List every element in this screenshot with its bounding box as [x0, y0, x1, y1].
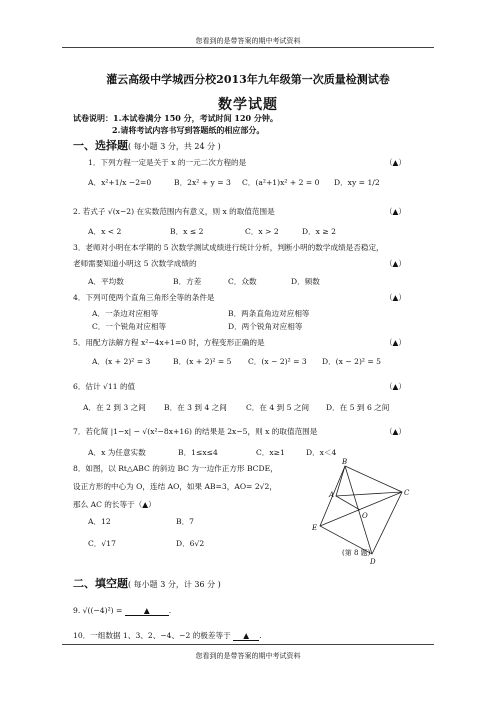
q6-option-a: A．在 2 到 3 之间: [83, 403, 146, 412]
footer-rule: [62, 644, 434, 645]
q3-option-c: C．众数: [228, 277, 257, 286]
q8-option-a: A．12: [88, 517, 111, 526]
exam-title: 灌云高级中学城西分校2013年九年级第一次质量检测试卷: [106, 73, 390, 86]
section-choice-title: 一、选择题: [73, 139, 128, 152]
section-choice-heading: [73, 137, 221, 153]
q6-option-d: D．在 5 到 6 之间: [326, 403, 390, 412]
q8-option-d: D．6√2: [176, 539, 205, 548]
q4-answer-mark: （▲）: [384, 293, 406, 302]
page-header: 您看到的是带答案的期中考试资料: [195, 37, 301, 45]
q9-end: .: [168, 606, 172, 615]
label-c: C: [404, 489, 410, 497]
q4-option-d: D．两个锐角对应相等: [228, 322, 303, 331]
q3-option-b: B．方差: [173, 277, 202, 286]
label-o: O: [362, 512, 368, 520]
q8-stem-line-1: 8．如图，以 Rt△ABC 的斜边 BC 为一边作正方形 BCDE，: [73, 464, 278, 473]
q5-answer-mark: （▲）: [384, 338, 406, 347]
q3-stem-line-2: 老师需要知道小明这 5 次数学成绩的: [73, 259, 197, 268]
q10-line: [73, 630, 262, 641]
q3-answer-mark: （▲）: [384, 259, 406, 268]
q7-option-b: B．1≤x≤4: [178, 448, 218, 457]
q1-option-a: A．x²+1/x −2=0: [88, 178, 152, 187]
q1-option-c: C．(a²+1)x² + 2 = 0: [242, 178, 320, 187]
q6-option-b: B．在 3 到 4 之间: [164, 403, 227, 412]
q2-option-b: B．x ≤ 2: [170, 227, 204, 236]
q5-option-d: D．(x − 2)² = 5: [322, 357, 381, 366]
section-fill-note: ( 每小题 3 分，计 36 分 ): [128, 580, 221, 589]
q6-stem: 6．估计 √11 的值: [73, 382, 136, 391]
label-e: E: [312, 524, 318, 532]
q7-stem: 7．若化简 |1−x| − √(x²−8x+16) 的结果是 2x−5，则 x 的取值范围是: [73, 427, 318, 436]
q3-option-d: D．频数: [291, 277, 320, 286]
label-d: D: [370, 558, 376, 566]
q5-option-c: C．(x − 2)² = 3: [248, 357, 307, 366]
q8-stem-line-2: 设正方形的中心为 O，连结 AO，如果 AB=3，AO= 2√2，: [73, 482, 277, 491]
q5-option-a: A．(x + 2)² = 3: [92, 357, 151, 366]
q1-option-d: D．xy = 1/2: [334, 178, 380, 187]
q9-answer-blank: ▲: [125, 606, 169, 616]
q10-answer-blank: ▲: [233, 631, 259, 641]
q2-option-a: A．x < 2: [88, 227, 122, 236]
q6-option-c: C．在 4 到 5 之间: [246, 403, 310, 412]
q6-answer-mark: （▲）: [384, 382, 406, 391]
instruction-line-2: 2.请将考试内容书写到答题纸的相应部分。: [112, 125, 265, 135]
right-triangle-abc: [336, 466, 402, 496]
q7-option-d: D．x＜4: [306, 448, 337, 457]
q2-option-c: C．x > 2: [245, 227, 279, 236]
q2-stem: 2. 若式子 √(x−2) 在实数范围内有意义，则 x 的取值范围是: [73, 207, 275, 216]
square-bcde: [320, 466, 402, 554]
q8-figure-caption: (第 8 题): [342, 549, 371, 557]
q7-answer-mark: （▲）: [384, 427, 406, 436]
page-footer: 您看到的是带答案的期中考试资料: [195, 652, 301, 660]
q8-stem-line-3: 那么 AC 的长等于（▲）: [73, 500, 156, 509]
header-rule: [62, 47, 434, 48]
q9-stem: 9. √((−4)²) =: [73, 606, 123, 615]
section-fill-title: 二、填空题: [73, 577, 128, 590]
instruction-line-1: 试卷说明：1.本试卷满分 150 分，考试时间 120 分钟。: [73, 113, 278, 123]
q8-option-c: C．√17: [88, 539, 116, 548]
q9-line: [73, 606, 171, 616]
q4-option-c: C．一个锐角对应相等: [92, 322, 167, 331]
q4-stem: 4．下列可使两个直角三角形全等的条件是: [73, 293, 215, 302]
q1-stem: 1．下列方程一定是关于 x 的一元二次方程的是: [88, 158, 247, 167]
q8-option-b: B．7: [176, 517, 195, 526]
section-fill-heading: [73, 575, 221, 591]
q5-stem: 5．用配方法解方程 x²−4x+1=0 时，方程变形正确的是: [73, 338, 265, 347]
q3-option-a: A．平均数: [88, 277, 124, 286]
label-b: B: [342, 458, 348, 466]
q5-option-b: B．(x + 2)² = 5: [173, 357, 232, 366]
q2-answer-mark: （▲）: [384, 207, 406, 216]
q7-option-a: A．x 为任意实数: [88, 448, 146, 457]
label-a: A: [329, 491, 335, 499]
q1-option-b: B．2x² + y = 3: [174, 178, 231, 187]
q4-option-a: A．一条边对应相等: [92, 309, 159, 318]
section-choice-note: ( 每小题 3 分，共 24 分 ): [128, 142, 221, 151]
q2-option-d: D．x ≥ 2: [302, 227, 336, 236]
q7-option-c: C．x≥1: [256, 448, 285, 457]
q4-option-b: B．两条直角边对应相等: [228, 309, 310, 318]
q10-stem: 10．一组数据 1、3、2、−4、−2 的极差等于: [73, 631, 231, 640]
q1-answer-mark: （▲）: [384, 158, 406, 167]
subject-title: 数学试题: [218, 97, 278, 113]
q3-stem-line-1: 3．老师对小明在本学期的 5 次数学测试成绩进行统计分析，判断小明的数学成绩是否稳定，: [73, 243, 384, 252]
q10-end: .: [259, 631, 262, 640]
